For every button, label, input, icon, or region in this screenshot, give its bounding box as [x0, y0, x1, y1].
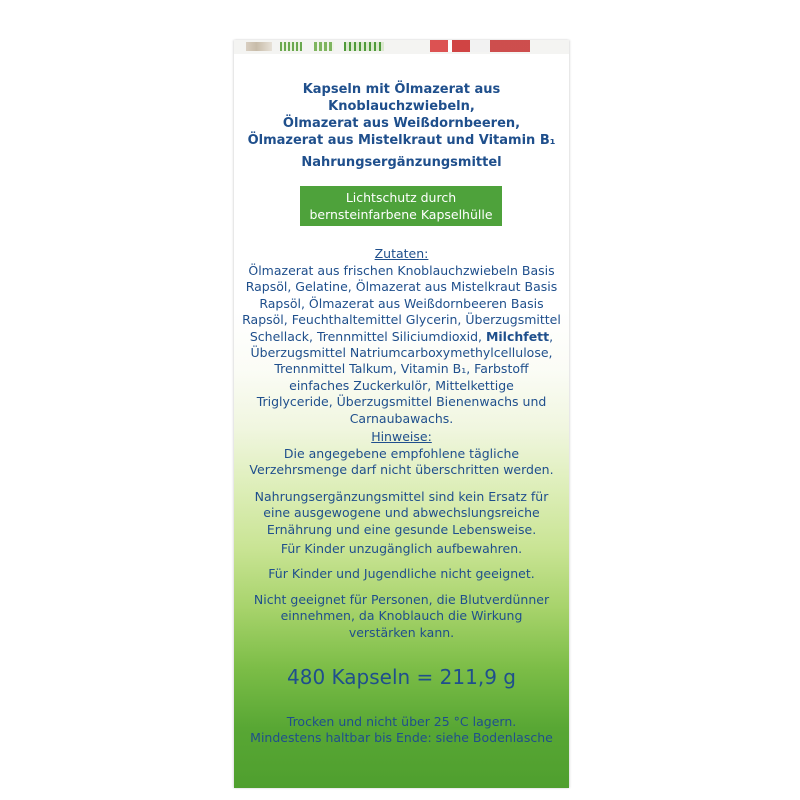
product-title-line: Knoblauchzwiebeln, — [328, 99, 475, 114]
ingredients-line — [234, 329, 569, 345]
storage-line: Trocken und nicht über 25 °C lagern. — [286, 714, 517, 729]
note-blood-thinners — [234, 592, 569, 641]
note-no-substitute — [234, 489, 569, 538]
cropped-artwork — [314, 42, 334, 51]
cropped-artwork — [246, 42, 272, 51]
ingredients-line: Triglyceride, Überzugsmittel Bienenwachs und — [256, 394, 547, 410]
product-package-back — [234, 40, 569, 788]
ingredients-text-part: Schellack, Trennmittel Siliciumdioxid, — [249, 328, 486, 344]
note-line: Die angegebene empfohlene tägliche — [283, 446, 520, 461]
notes-heading: Hinweise: — [371, 429, 432, 444]
ingredients-line: Überzugsmittel Natriumcarboxymethylcellulose, — [250, 345, 553, 361]
note-line: Verzehrsmenge darf nicht überschritten werden. — [249, 462, 554, 478]
package-top-flap — [234, 40, 569, 54]
cropped-logo — [430, 40, 530, 52]
ingredients-text — [234, 263, 569, 427]
cropped-artwork — [344, 42, 384, 51]
allergen-milkfat: Milchfett — [485, 328, 550, 344]
ingredients-line: Rapsöl, Gelatine, Ölmazerat aus Mistelkraut Basis — [245, 279, 558, 295]
product-title-line: Kapseln mit Ölmazerat aus — [302, 82, 501, 97]
capsule-count: 480 Kapseln = 211,9 g — [287, 665, 516, 689]
note-daily-dose — [234, 446, 569, 479]
storage-info — [234, 714, 569, 747]
ingredients-line: Ölmazerat aus frischen Knoblauchzwiebeln Basis — [248, 263, 555, 278]
product-title-line: Ölmazerat aus Weißdornbeeren, — [282, 116, 521, 131]
ingredients-line: Carnaubawachs. — [349, 410, 454, 426]
highlight-line: bernsteinfarbene Kapselhülle — [309, 207, 493, 222]
note-line: einnehmen, da Knoblauch die Wirkung — [280, 608, 523, 624]
ingredients-heading: Zutaten: — [374, 246, 429, 261]
note-line: Nahrungsergänzungsmittel sind kein Ersatz für — [254, 489, 549, 504]
note-line: Nicht geeignet für Personen, die Blutverdünner — [253, 592, 550, 607]
note-keep-away-children: Für Kinder unzugänglich aufbewahren. — [280, 541, 523, 556]
note-line: eine ausgewogene und abwechslungsreiche — [263, 505, 540, 521]
note-not-for-children: Für Kinder und Jugendliche nicht geeignet. — [268, 566, 535, 581]
ingredients-line: einfaches Zuckerkulör, Mittelkettige — [289, 377, 514, 393]
product-category: Nahrungsergänzungsmittel — [301, 155, 502, 170]
ingredients-line: Trennmittel Talkum, Vitamin B₁, Farbstoff — [274, 361, 529, 377]
ingredients-text-part: , — [549, 328, 554, 344]
note-line: verstärken kann. — [348, 624, 455, 640]
note-line: Ernährung und eine gesunde Lebensweise. — [266, 521, 537, 537]
highlight-line: Lichtschutz durch — [345, 190, 457, 205]
product-title — [234, 81, 569, 149]
ingredients-line: Rapsöl, Ölmazerat aus Weißdornbeeren Basis — [259, 295, 544, 311]
light-protection-box — [300, 186, 502, 226]
storage-line: Mindestens haltbar bis Ende: siehe Bodenlasche — [250, 730, 553, 746]
ingredients-line: Rapsöl, Feuchthaltemittel Glycerin, Überzugsmittel — [242, 312, 561, 328]
product-title-line: Ölmazerat aus Mistelkraut und Vitamin B₁ — [247, 133, 556, 148]
cropped-artwork — [280, 42, 302, 51]
